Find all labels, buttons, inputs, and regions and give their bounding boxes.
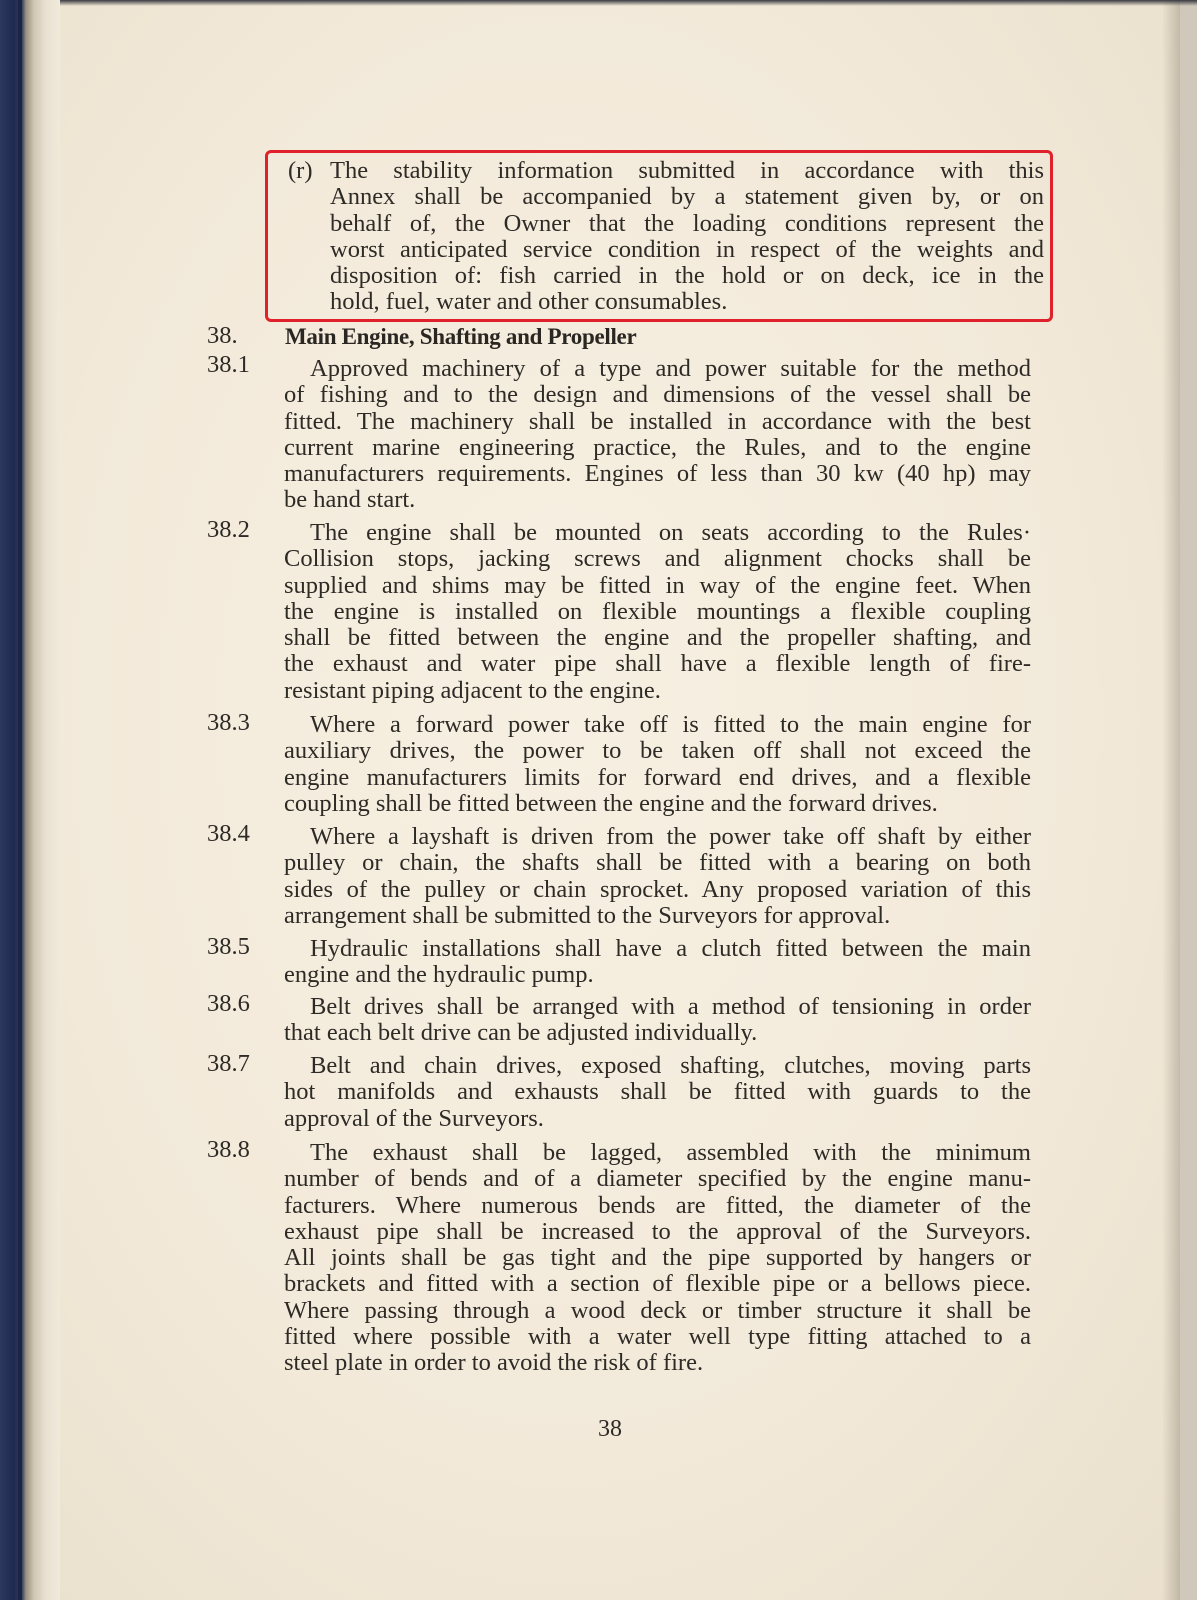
paragraph-number: 38.4: [207, 820, 250, 847]
text-line: number of bends and of a diameter specified by the engine manu-: [284, 1165, 1031, 1193]
text-line: engine manufacturers limits for forward end drives, and a flexible: [284, 763, 1031, 791]
text-line: sides of the pulley or chain sprocket. Any proposed variation of this: [284, 875, 1031, 903]
paragraph-38-5: [284, 936, 1031, 989]
text-line: auxiliary drives, the power to be taken off shall not exceed the: [284, 737, 1031, 765]
section-title: Main Engine, Shafting and Propeller: [285, 324, 637, 349]
paragraph-number: 38.5: [207, 933, 250, 960]
text-line: disposition of: fish carried in the hold or on deck, ice in the: [330, 262, 1044, 290]
text-line: manufacturers requirements. Engines of less than 30 kw (40 hp) may: [284, 460, 1031, 488]
paragraph-number: 38.3: [207, 709, 250, 736]
text-line: current marine engineering practice, the Rules, and to the engine: [284, 433, 1031, 461]
text-line: exhaust pipe shall be increased to the approval of the Surveyors.: [284, 1217, 1031, 1245]
paragraph-number: 38.8: [207, 1136, 250, 1163]
text-line: arrangement shall be submitted to the Surveyors for approval.: [284, 901, 891, 929]
subclause-marker: (r): [288, 157, 313, 184]
book-spine: [0, 0, 62, 1600]
text-line: engine and the hydraulic pump.: [284, 961, 594, 989]
text-line: Belt and chain drives, exposed shafting, clutches, moving parts: [310, 1052, 1031, 1079]
paragraph-number: 38.6: [207, 990, 250, 1017]
cover-edge: [18, 0, 22, 1600]
paragraph-38-3: [284, 712, 1031, 817]
text-line: worst anticipated service condition in respect of the weights and: [330, 235, 1044, 263]
paragraph-38-7: [284, 1053, 1031, 1132]
highlight-box: [265, 150, 1053, 322]
text-line: coupling shall be fitted between the engine and the forward drives.: [284, 789, 938, 817]
paragraph-38-1: [284, 356, 1031, 514]
text-line: hold, fuel, water and other consumables.: [330, 288, 728, 316]
section-number: 38.: [207, 322, 238, 349]
text-line: steel plate in order to avoid the risk of fire.: [284, 1349, 704, 1377]
text-line: Approved machinery of a type and power suitable for the method: [310, 355, 1031, 382]
paragraph-38-8: [284, 1140, 1031, 1377]
text-line: shall be fitted between the engine and the propeller shafting, and: [284, 624, 1031, 652]
text-line: fitted. The machinery shall be installed in accordance with the best: [284, 407, 1031, 435]
text-line: behalf of, the Owner that the loading conditions represent the: [330, 209, 1044, 237]
text-line: Where passing through a wood deck or timber structure it shall be: [284, 1296, 1031, 1324]
paragraph-number: 38.7: [207, 1050, 250, 1077]
text-line: The stability information submitted in accordance with this: [330, 157, 1044, 184]
text-line: Hydraulic installations shall have a clutch fitted between the main: [310, 935, 1031, 962]
text-line: supplied and shims may be fitted in way of the engine feet. When: [284, 571, 1031, 599]
paragraph-38-2: [284, 520, 1031, 704]
paragraph-38-6: [284, 994, 1031, 1047]
text-line: approval of the Surveyors.: [284, 1104, 544, 1132]
text-line: Annex shall be accompanied by a statement given by, or on: [330, 183, 1044, 211]
top-edge-shadow: [60, 0, 1197, 6]
text-line: brackets and fitted with a section of flexible pipe or a bellows piece.: [284, 1270, 1031, 1298]
text-line: that each belt drive can be adjusted individually.: [284, 1019, 758, 1047]
text-line: fitted where possible with a water well type fitting attached to a: [284, 1323, 1031, 1351]
page-number: 38: [598, 1416, 622, 1442]
paragraph-number: 38.1: [207, 351, 250, 378]
text-line: hot manifolds and exhausts shall be fitted with guards to the: [284, 1078, 1031, 1106]
text-line: Where a layshaft is driven from the power take off shaft by either: [310, 823, 1031, 850]
text-line: of fishing and to the design and dimensions of the vessel shall be: [284, 381, 1031, 409]
paragraph-number: 38.2: [207, 516, 250, 543]
text-line: All joints shall be gas tight and the pipe supported by hangers or: [284, 1244, 1031, 1272]
text-line: be hand start.: [284, 486, 416, 514]
page-shadow: [1162, 0, 1180, 1600]
text-line: Where a forward power take off is fitted to the main engine for: [310, 711, 1031, 738]
text-line: the exhaust and water pipe shall have a flexible length of fire-: [284, 650, 1031, 678]
paragraph-38-4: [284, 824, 1031, 929]
text-line: resistant piping adjacent to the engine.: [284, 676, 661, 704]
text-line: facturers. Where numerous bends are fitted, the diameter of the: [284, 1191, 1031, 1219]
text-line: The exhaust shall be lagged, assembled with the minimum: [310, 1139, 1031, 1166]
text-line: Belt drives shall be arranged with a method of tensioning in order: [310, 993, 1031, 1020]
text-line: pulley or chain, the shafts shall be fitted with a bearing on both: [284, 849, 1031, 877]
text-line: the engine is installed on flexible mountings a flexible coupling: [284, 597, 1031, 625]
text-line: The engine shall be mounted on seats according to the Rules·: [310, 519, 1031, 546]
text-line: Collision stops, jacking screws and alignment chocks shall be: [284, 545, 1031, 573]
